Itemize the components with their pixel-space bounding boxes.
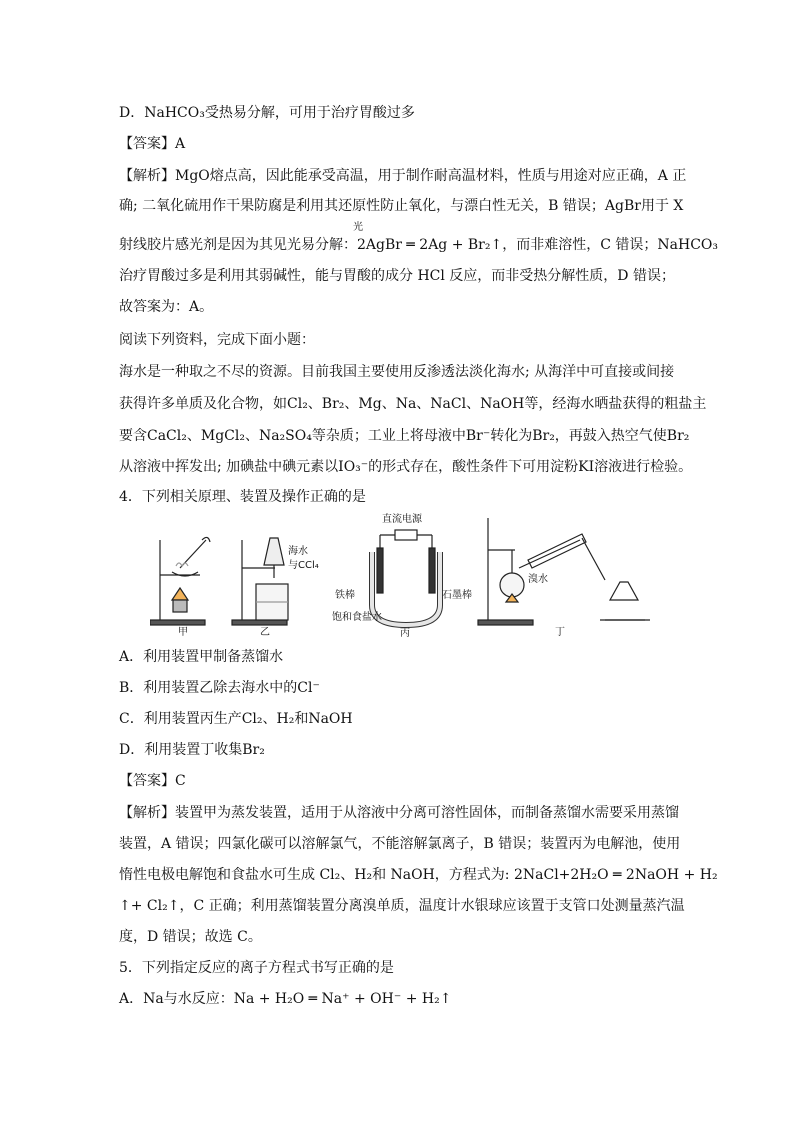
label-jia: 甲 [178, 627, 188, 638]
label-seawater: 海水 [288, 546, 308, 557]
apparatus-ding [478, 518, 650, 625]
q3-analysis-5: 故答案为：A。 [119, 299, 214, 315]
q3-analysis-1: 【解析】MgO熔点高，因此能承受高温，用于制作耐高温材料，性质与用途对应正确，A 正 [119, 168, 687, 184]
reading-material-1: 海水是一种取之不尽的资源。目前我国主要使用反渗透法淡化海水; 从海洋中可直接或间接 [119, 364, 675, 380]
label-bromine-water: 溴水 [528, 574, 548, 585]
q4-answer: 【答案】C [119, 773, 186, 789]
label-ding: 丁 [555, 627, 565, 638]
label-ccl4: 与CCl₄ [288, 560, 319, 571]
reading-material-4: 从溶液中挥发出; 加碘盐中碘元素以IO₃⁻的形式存在，酸性条件下可用淀粉KI溶液进行检验。 [119, 459, 693, 475]
q5-stem: 5．下列指定反应的离子方程式书写正确的是 [119, 960, 394, 976]
apparatus-figure [150, 510, 650, 640]
reading-material-3: 要含CaCl₂、MgCl₂、Na₂SO₄等杂质；工业上将母液中Br⁻转化为Br₂，再鼓入热空气使Br₂ [119, 428, 690, 444]
q4-analysis-3: 惰性电极电解饱和食盐水可生成 Cl₂、H₂和 NaOH，方程式为: 2NaCl+2H₂O ═ 2NaOH + H₂ [119, 867, 718, 883]
reading-intro: 阅读下列资料，完成下面小题： [119, 332, 315, 348]
q4-option-a: A．利用装置甲制备蒸馏水 [119, 649, 284, 665]
label-iron: 铁棒 [335, 590, 355, 601]
light-condition-mark: 光 [353, 222, 363, 233]
q3-analysis-3: 射线胶片感光剂是因为其见光易分解：2AgBr ═ 2Ag + Br₂↑，而非难溶性，C 错误；NaHCO₃ [119, 237, 718, 253]
label-brine: 饱和食盐水 [332, 612, 382, 623]
label-graphite: 石墨棒 [442, 590, 472, 601]
label-yi: 乙 [260, 627, 270, 638]
q3-option-d: D．NaHCO₃受热易分解，可用于治疗胃酸过多 [119, 105, 415, 121]
q4-analysis-2: 装置，A 错误；四氯化碳可以溶解氯气，不能溶解氯离子，B 错误；装置丙为电解池，使用 [119, 836, 681, 852]
apparatus-bing [372, 530, 440, 625]
label-power: 直流电源 [382, 514, 422, 525]
q4-stem: 4．下列相关原理、装置及操作正确的是 [119, 489, 366, 505]
q4-option-d: D．利用装置丁收集Br₂ [119, 742, 265, 758]
q5-option-a: A．Na与水反应：Na + H₂O ═ Na⁺ + OH⁻ + H₂↑ [119, 991, 452, 1007]
apparatus-jia [150, 537, 210, 625]
q4-option-b: B．利用装置乙除去海水中的Cl⁻ [119, 680, 320, 696]
q4-analysis-5: 度，D 错误；故选 C。 [119, 929, 262, 945]
q3-analysis-4: 治疗胃酸过多是利用其弱碱性，能与胃酸的成分 HCl 反应，而非受热分解性质，D 错误； [119, 268, 675, 284]
apparatus-yi [232, 538, 288, 625]
reading-material-2: 获得许多单质及化合物，如Cl₂、Br₂、Mg、Na、NaCl、NaOH等，经海水晒盐获得的粗盐主 [119, 396, 707, 412]
q3-answer: 【答案】A [119, 136, 186, 152]
q4-analysis-1: 【解析】装置甲为蒸发装置，适用于从溶液中分离可溶性固体，而制备蒸馏水需要采用蒸馏 [119, 805, 679, 821]
q4-option-c: C．利用装置丙生产Cl₂、H₂和NaOH [119, 711, 353, 727]
q4-analysis-4: ↑+ Cl₂↑，C 正确；利用蒸馏装置分离溴单质，温度计水银球应该置于支管口处测量蒸汽温 [119, 898, 685, 914]
label-bing: 丙 [400, 628, 410, 639]
q3-analysis-2: 确; 二氧化硫用作干果防腐是利用其还原性防止氧化，与漂白性无关，B 错误；AgBr用于 X [119, 198, 684, 214]
